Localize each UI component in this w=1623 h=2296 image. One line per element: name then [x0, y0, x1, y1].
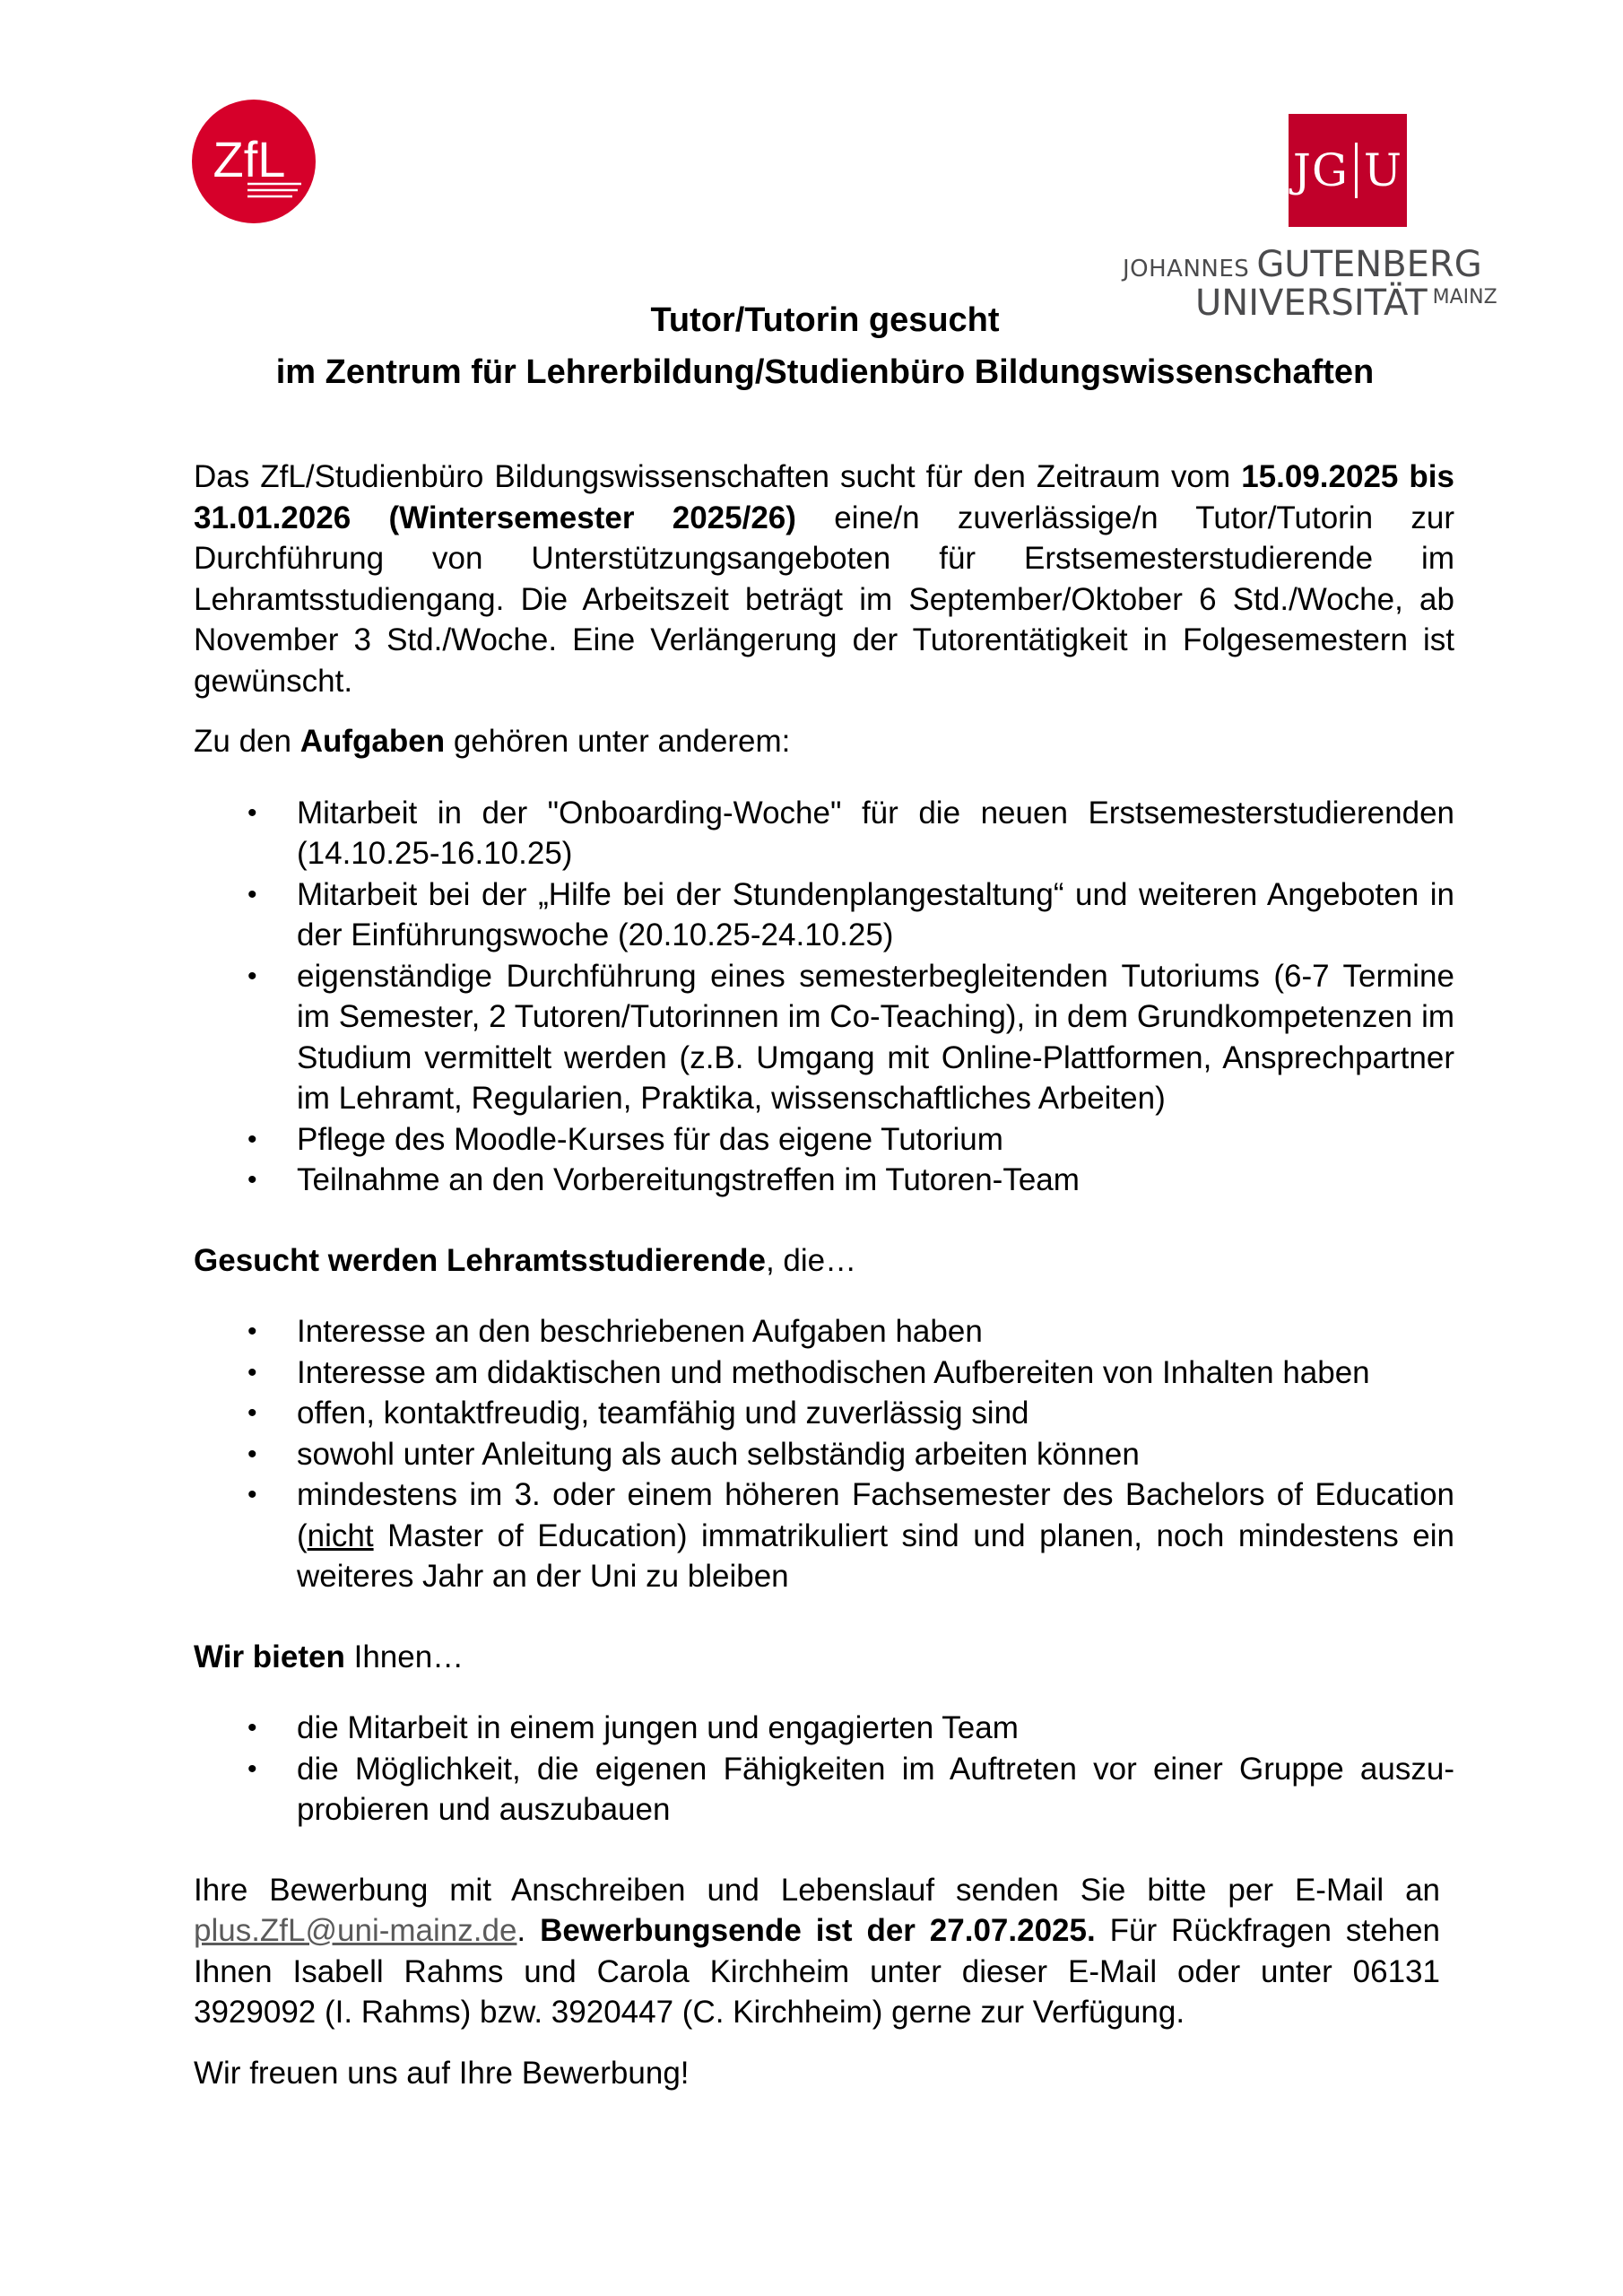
jgu-logo-u: U	[1363, 144, 1403, 196]
list-item: • offen, kontaktfreudig, teamfähig und zuverlässig sind	[194, 1393, 1454, 1434]
jgu-johannes: JOHANNES	[1123, 256, 1250, 283]
jgu-logo-line1	[1123, 244, 1482, 285]
zfl-logo-text: ZfL	[213, 131, 286, 187]
jgu-gutenberg: GUTENBERG	[1256, 244, 1482, 285]
document-body	[194, 457, 1454, 2093]
requirement-underlined: nicht	[307, 1518, 374, 1553]
list-item	[194, 1474, 1454, 1597]
jgu-mainz: MAINZ	[1432, 286, 1497, 309]
offer-lead	[194, 1637, 1454, 1678]
intro-text-2: eine/n zuverlässige/n Tutor/Tutorin zur Durchführung von Unterstützungsangeboten für Erstsemesterstudierende im Lehramtsstudiengang. Die Arbeitszeit beträgt im September/Oktober 6 Std./Woche, ab November 3 Std./Woche. Eine Verlängerung der Tutorentätigkeit in Folgesemestern ist gewünscht.	[194, 500, 1454, 699]
tasks-lead	[194, 721, 1454, 762]
list-item: • sowohl unter Anleitung als auch selbständig arbeiten können	[194, 1434, 1454, 1475]
application-deadline: Bewerbungsende ist der 27.07.2025.	[540, 1913, 1096, 1948]
title-line1: Tutor/Tutorin gesucht	[650, 301, 1000, 339]
application-text-1: Ihre Bewerbung mit Anschreiben und Lebenslauf senden Sie bitte per E-Mail an	[194, 1872, 1440, 1908]
application-text-2: .	[516, 1913, 541, 1948]
tasks-lead-suffix: gehören unter anderem:	[445, 724, 791, 759]
page-title	[0, 294, 1623, 398]
requirement-text-1: mindestens im 3. oder einem höheren Fachsemester des Bachelors of Education (	[297, 1477, 1454, 1553]
tasks-lead-bold: Aufgaben	[299, 724, 446, 759]
intro-paragraph	[194, 457, 1454, 701]
requirements-lead	[194, 1240, 1454, 1282]
list-item: • Interesse an den beschriebenen Aufgaben haben	[194, 1311, 1454, 1352]
list-item: • Mitarbeit in der "Onboarding-Woche" für die neuen Erstsemesterstudierenden (14.10.25-16.10.25)	[194, 793, 1454, 874]
closing-line: Wir freuen uns auf Ihre Bewerbung!	[194, 2055, 690, 2091]
application-paragraph	[194, 1870, 1440, 2033]
tasks-lead-prefix: Zu den	[194, 724, 300, 759]
intro-text-1: Das ZfL/Studienbüro Bildungswissenschaften sucht für den Zeitraum vom	[194, 459, 1242, 494]
jgu-logo-box	[1289, 114, 1407, 227]
title-line2: im Zentrum für Lehrerbildung/Studienbüro Bildungswissenschaften	[275, 353, 1375, 391]
jgu-universitaet: UNIVERSITÄT	[1195, 283, 1428, 324]
offer-list	[194, 1708, 1454, 1831]
application-text-3: Für Rückfragen stehen Ihnen Isabell Rahms und Carola Kirchheim unter dieser E-Mail oder unter 06131 3929092 (I. Rahms) bzw. 3920447 (C. Kirchheim) gerne zur Verfügung.	[194, 1913, 1441, 2030]
list-item: • die Möglichkeit, die eigenen Fähigkeiten im Auftreten vor einer Gruppe auszuprobieren und auszubauen	[194, 1749, 1454, 1831]
intro-period: 15.09.2025 bis 31.01.2026 (Wintersemester 2025/26)	[194, 459, 1454, 535]
list-item: • Mitarbeit bei der „Hilfe bei der Stundenplangestaltung“ und weiteren Angeboten in der Einführungswoche (20.10.25-24.10.25)	[194, 874, 1454, 956]
email-link[interactable]: plus.ZfL@uni-mainz.de	[194, 1913, 517, 1948]
offer-lead-suffix: Ihnen…	[344, 1639, 464, 1674]
requirements-lead-suffix: , die…	[765, 1242, 857, 1278]
jgu-logo-jg: JG	[1292, 144, 1349, 196]
zfl-logo	[192, 100, 316, 223]
requirements-lead-bold: Gesucht werden Lehramtsstudierende	[194, 1242, 766, 1278]
list-item: • Teilnahme an den Vorbereitungstreffen im Tutoren-Team	[194, 1160, 1454, 1201]
list-item: • eigenständige Durchführung eines semesterbegleitenden Tutoriums (6-7 Termine im Semester, 2 Tutoren/Tutorinnen im Co-Teaching), in dem Grundkompetenzen im Studium vermittelt werden (z.B. Umgang mit Online-Plattformen, Ansprechpartner im Lehramt, Regularien, Praktika, wissenschaftliches Arbeiten)	[194, 956, 1454, 1119]
tasks-list	[194, 793, 1454, 1201]
list-item: • Interesse am didaktischen und methodischen Aufbereiten von Inhalten haben	[194, 1352, 1454, 1394]
list-item: • Pflege des Moodle-Kurses für das eigene Tutorium	[194, 1119, 1454, 1161]
offer-lead-bold: Wir bieten	[194, 1639, 345, 1674]
requirement-text-2: Master of Education) immatrikuliert sind und planen, noch mindestens ein weiteres Jahr an der Uni zu bleiben	[297, 1518, 1454, 1594]
requirements-list	[194, 1311, 1454, 1597]
list-item: • die Mitarbeit in einem jungen und engagierten Team	[194, 1708, 1454, 1749]
